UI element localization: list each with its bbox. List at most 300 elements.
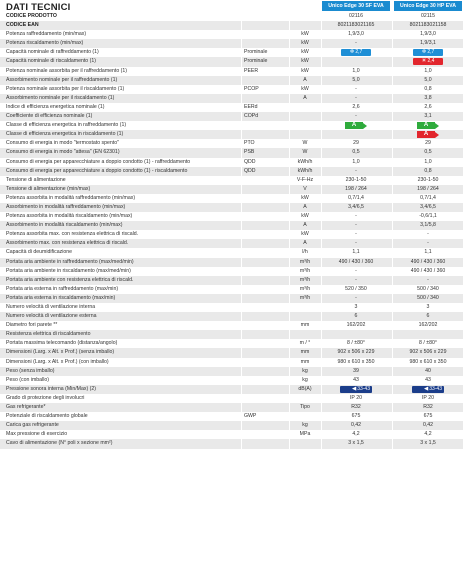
table-row bbox=[0, 358, 463, 367]
spec-symbol: EERd bbox=[244, 103, 258, 110]
chip-value: 33-43 bbox=[357, 385, 370, 392]
column-divider bbox=[289, 248, 290, 257]
spec-unit: V-F-Hz bbox=[296, 176, 314, 183]
spec-symbol bbox=[244, 312, 288, 321]
spec-unit: mm bbox=[300, 322, 310, 329]
value-model-2: 902 x 506 x 229 bbox=[409, 349, 447, 356]
value-model-2: 3,4/6,5 bbox=[420, 203, 436, 210]
column-divider bbox=[241, 294, 242, 303]
chip-value: 2,7 bbox=[427, 49, 435, 56]
value-model-1: 3 x 1,5 bbox=[348, 440, 364, 447]
value-model-2: 3 bbox=[426, 304, 430, 310]
spec-label: Potenza nominale assorbita per il riscaldamento (1) bbox=[6, 85, 125, 92]
spec-label: Gas refrigerante* bbox=[6, 404, 46, 411]
value-model-2: 29 bbox=[425, 140, 431, 147]
table-row bbox=[0, 94, 463, 103]
spec-unit: m³/h bbox=[299, 276, 311, 283]
value-model-2: 3,1/5,8 bbox=[420, 222, 436, 229]
table-row bbox=[0, 267, 463, 276]
energy-class-block bbox=[417, 131, 435, 138]
column-divider bbox=[392, 167, 393, 176]
column-divider bbox=[321, 158, 322, 167]
column-divider bbox=[392, 294, 393, 303]
sound-chip bbox=[340, 386, 372, 393]
spec-label: Numero velocità di ventilazione interna bbox=[6, 304, 96, 310]
table-row bbox=[0, 276, 463, 285]
value-model-2: 1,1 bbox=[424, 249, 432, 256]
table-row bbox=[0, 67, 463, 76]
column-divider bbox=[241, 85, 242, 94]
column-divider bbox=[289, 412, 290, 421]
spec-unit: A bbox=[303, 94, 307, 101]
value-model-1: - bbox=[355, 85, 357, 92]
column-divider bbox=[321, 394, 322, 403]
value-model-1: - bbox=[355, 40, 357, 47]
spec-label: Portata aria esterna in riscaldamento (max/min) bbox=[6, 294, 116, 301]
spec-unit bbox=[290, 112, 320, 121]
column-divider bbox=[321, 139, 322, 148]
spec-unit: A bbox=[303, 240, 307, 247]
column-divider bbox=[241, 121, 242, 130]
column-divider bbox=[392, 12, 393, 21]
spec-label: Consumo di energia per apparecchiature a doppio condotto (1) - riscaldamento bbox=[6, 167, 188, 174]
spec-label: Assorbimento nominale per il raffreddamento (1) bbox=[6, 76, 118, 83]
value-model-2 bbox=[394, 121, 462, 130]
spec-unit bbox=[290, 394, 320, 403]
value-model-2: 0,42 bbox=[422, 422, 434, 429]
spec-symbol bbox=[244, 430, 288, 439]
column-divider bbox=[392, 48, 393, 57]
column-divider bbox=[289, 176, 290, 185]
value-model-2: 3,1 bbox=[424, 113, 432, 120]
value-model-1: - bbox=[355, 276, 357, 283]
value-model-1: 0,7/1,4 bbox=[348, 194, 364, 201]
column-divider bbox=[321, 367, 322, 376]
spec-unit bbox=[290, 330, 320, 339]
value-model-1: 1,9/3,0 bbox=[348, 31, 364, 38]
column-divider bbox=[392, 385, 393, 394]
column-divider bbox=[321, 248, 322, 257]
value-model-1: 2,6 bbox=[352, 103, 360, 110]
spec-symbol bbox=[244, 348, 288, 357]
value-model-2: 4,2 bbox=[424, 431, 432, 438]
column-divider bbox=[392, 258, 393, 267]
table-row bbox=[0, 258, 463, 267]
column-divider bbox=[289, 294, 290, 303]
spec-symbol: GWP bbox=[244, 413, 257, 420]
column-divider bbox=[289, 203, 290, 212]
column-divider bbox=[392, 121, 393, 130]
model-header bbox=[320, 1, 462, 11]
spec-symbol bbox=[244, 39, 288, 48]
value-model-1: - bbox=[355, 240, 357, 247]
chip-value: 2,4 bbox=[427, 58, 435, 65]
column-divider bbox=[392, 139, 393, 148]
column-divider bbox=[289, 385, 290, 394]
value-model-2: 6 bbox=[426, 313, 430, 320]
column-divider bbox=[241, 212, 242, 221]
column-divider bbox=[289, 439, 290, 448]
value-model-2: 3,8 bbox=[424, 94, 432, 101]
column-divider bbox=[321, 194, 322, 203]
table-row bbox=[0, 212, 463, 221]
spec-unit: m³/h bbox=[299, 285, 311, 292]
chip-value: 33-43 bbox=[429, 385, 442, 392]
column-divider bbox=[241, 258, 242, 267]
column-divider bbox=[392, 230, 393, 239]
column-divider bbox=[392, 285, 393, 294]
column-divider bbox=[289, 112, 290, 121]
column-divider bbox=[392, 267, 393, 276]
spec-label: Potenza assorbita in modalità raffreddamento (min/max) bbox=[6, 194, 136, 201]
value-model-2: 1,9/3,0 bbox=[420, 31, 436, 38]
column-divider bbox=[289, 185, 290, 194]
value-model-1: - bbox=[355, 94, 357, 101]
column-divider bbox=[392, 358, 393, 367]
spec-symbol bbox=[244, 76, 288, 85]
column-divider bbox=[392, 403, 393, 412]
spec-label: Consumo di energia in modo "attesa" (EN 62301) bbox=[6, 149, 120, 156]
column-divider bbox=[321, 30, 322, 39]
value-model-2: 1,0 bbox=[424, 158, 432, 165]
value-model-2: R32 bbox=[423, 404, 433, 411]
spec-unit: m³/h bbox=[299, 267, 311, 274]
spec-label: Capacità di deumidificazione bbox=[6, 249, 73, 256]
column-divider bbox=[321, 376, 322, 385]
table-row bbox=[0, 303, 463, 312]
column-divider bbox=[321, 121, 322, 130]
column-divider bbox=[392, 239, 393, 248]
column-divider bbox=[289, 158, 290, 167]
spec-symbol bbox=[244, 421, 288, 430]
column-divider bbox=[289, 221, 290, 230]
column-divider bbox=[289, 276, 290, 285]
spec-symbol bbox=[244, 439, 288, 448]
value-model-1: 1,0 bbox=[352, 67, 360, 74]
energy-class-block bbox=[345, 122, 363, 129]
spec-label: Portata aria ambiente in raffreddamento (max/med/min) bbox=[6, 258, 134, 265]
spec-unit: m³/h bbox=[299, 258, 311, 265]
spec-unit: kW bbox=[301, 31, 309, 38]
table-row bbox=[0, 112, 463, 121]
column-divider bbox=[321, 103, 322, 112]
spec-symbol bbox=[244, 94, 288, 103]
table-row bbox=[0, 57, 463, 66]
value-model-1: 520 / 350 bbox=[345, 285, 367, 292]
snowflake-icon: ❄ bbox=[421, 49, 427, 56]
column-divider bbox=[321, 148, 322, 157]
spec-label: Resistenza elettrica di riscaldamento bbox=[6, 331, 91, 338]
column-divider bbox=[321, 412, 322, 421]
table-row bbox=[0, 230, 463, 239]
column-divider bbox=[241, 285, 242, 294]
column-divider bbox=[241, 267, 242, 276]
spec-label: Indice di efficienza energetica nominale (1) bbox=[6, 103, 105, 110]
table-row bbox=[0, 294, 463, 303]
spec-symbol bbox=[244, 330, 288, 339]
column-divider bbox=[392, 57, 393, 66]
energy-class-arrow bbox=[363, 123, 367, 129]
column-divider bbox=[241, 376, 242, 385]
column-divider bbox=[321, 348, 322, 357]
table-row bbox=[0, 39, 463, 48]
spec-label: Consumo di energia per apparecchiature a doppio condotto (1) - raffreddamento bbox=[6, 158, 191, 165]
spec-label: Classe di efficienza energetica in raffreddamento (1) bbox=[6, 122, 127, 129]
spec-unit: kW bbox=[301, 194, 309, 201]
column-divider bbox=[392, 439, 393, 448]
snowflake-icon: ❄ bbox=[349, 49, 355, 56]
spec-symbol bbox=[244, 403, 288, 412]
value-model-2: 490 / 430 / 360 bbox=[410, 258, 446, 265]
column-divider bbox=[321, 48, 322, 57]
spec-symbol bbox=[244, 276, 288, 285]
table-row bbox=[0, 248, 463, 257]
column-divider bbox=[241, 303, 242, 312]
spec-unit: kW bbox=[301, 231, 309, 238]
value-model-1: 1,1 bbox=[352, 249, 360, 256]
page-title: DATI TECNICI bbox=[6, 2, 71, 13]
column-divider bbox=[241, 167, 242, 176]
spec-label: Pressione sonora interna (Min/Max) (2) bbox=[6, 385, 96, 392]
value-model-1: 3,4/6,5 bbox=[348, 203, 364, 210]
column-divider bbox=[241, 230, 242, 239]
spec-label: Assorbimento nominale per il riscaldamento (1) bbox=[6, 94, 115, 101]
spec-unit: Tipo bbox=[300, 404, 310, 411]
cool-chip bbox=[413, 49, 443, 56]
value-model-2: 43 bbox=[425, 376, 431, 383]
column-divider bbox=[289, 303, 290, 312]
value-model-1 bbox=[322, 330, 390, 339]
spec-label: CODICE EAN bbox=[6, 22, 39, 29]
value-model-2: 1,9/3,1 bbox=[420, 40, 436, 47]
value-model-2: 02115 bbox=[420, 13, 436, 19]
column-divider bbox=[241, 185, 242, 194]
column-divider bbox=[241, 94, 242, 103]
column-divider bbox=[392, 176, 393, 185]
table-row bbox=[0, 321, 463, 330]
value-model-2: 162/202 bbox=[418, 322, 438, 329]
column-divider bbox=[241, 67, 242, 76]
column-divider bbox=[289, 130, 290, 139]
column-divider bbox=[289, 330, 290, 339]
value-model-1: 230-1-50 bbox=[345, 176, 367, 183]
value-model-1: - bbox=[355, 113, 357, 120]
column-divider bbox=[392, 67, 393, 76]
table-row bbox=[0, 330, 463, 339]
column-divider bbox=[289, 321, 290, 330]
spec-symbol: COPd bbox=[244, 113, 259, 120]
energy-class-letter: A bbox=[351, 122, 357, 129]
column-divider bbox=[241, 248, 242, 257]
table-row bbox=[0, 412, 463, 421]
spec-symbol bbox=[244, 239, 288, 248]
column-divider bbox=[241, 158, 242, 167]
spec-unit: kW bbox=[301, 213, 309, 220]
table-row bbox=[0, 312, 463, 321]
table-row bbox=[0, 148, 463, 157]
column-divider bbox=[289, 194, 290, 203]
column-divider bbox=[392, 185, 393, 194]
table-row bbox=[0, 139, 463, 148]
column-divider bbox=[241, 148, 242, 157]
column-divider bbox=[289, 339, 290, 348]
value-model-2: 500 / 340 bbox=[417, 285, 439, 292]
value-model-2: 1,0 bbox=[424, 67, 432, 74]
spec-unit: kW bbox=[301, 40, 309, 47]
table-row bbox=[0, 376, 463, 385]
value-model-1: - bbox=[355, 267, 357, 274]
table-row bbox=[0, 394, 463, 403]
column-divider bbox=[321, 258, 322, 267]
table-row bbox=[0, 385, 463, 394]
column-divider bbox=[392, 21, 393, 30]
spec-unit: mm bbox=[300, 349, 310, 356]
value-model-2: 3 x 1,5 bbox=[420, 440, 436, 447]
spec-label: Capacità nominale di raffreddamento (1) bbox=[6, 49, 99, 56]
spec-unit: W bbox=[302, 140, 308, 147]
value-model-2: 0,8 bbox=[424, 167, 432, 174]
heat-chip bbox=[413, 58, 443, 65]
spec-symbol bbox=[244, 130, 288, 139]
value-model-1: - bbox=[355, 222, 357, 229]
spec-label: Assorbimento in modalità raffreddamento (min/max) bbox=[6, 203, 126, 210]
column-divider bbox=[321, 85, 322, 94]
column-divider bbox=[289, 230, 290, 239]
spec-label: Consumo di energia in modo "termostato spento" bbox=[6, 140, 119, 147]
cool-chip bbox=[341, 49, 371, 56]
spec-unit: kg bbox=[302, 367, 308, 374]
column-divider bbox=[241, 367, 242, 376]
column-divider bbox=[289, 376, 290, 385]
spec-symbol bbox=[244, 285, 288, 294]
spec-label: Potenza assorbita in modalità riscaldamento (min/max) bbox=[6, 213, 133, 220]
table-row bbox=[0, 194, 463, 203]
column-divider bbox=[321, 39, 322, 48]
table-row bbox=[0, 30, 463, 39]
value-model-2: - bbox=[427, 240, 429, 247]
spec-label: Carica gas refrigerante bbox=[6, 422, 59, 429]
table-row bbox=[0, 167, 463, 176]
spec-unit: kg bbox=[302, 422, 308, 429]
column-divider bbox=[321, 130, 322, 139]
column-divider bbox=[321, 176, 322, 185]
column-divider bbox=[241, 48, 242, 57]
column-divider bbox=[321, 285, 322, 294]
column-divider bbox=[321, 203, 322, 212]
spec-label: Potenza raffreddamento (min/max) bbox=[6, 31, 87, 38]
column-divider bbox=[321, 339, 322, 348]
spec-symbol bbox=[244, 121, 288, 130]
value-model-2: - bbox=[427, 231, 429, 238]
table-row bbox=[0, 221, 463, 230]
column-divider bbox=[321, 212, 322, 221]
spec-symbol bbox=[244, 258, 288, 267]
column-divider bbox=[392, 276, 393, 285]
column-divider bbox=[321, 312, 322, 321]
spec-label: Max pressione di esercizio bbox=[6, 431, 68, 438]
spec-symbol: QDD bbox=[244, 167, 256, 174]
value-model-1 bbox=[322, 130, 390, 139]
column-divider bbox=[289, 394, 290, 403]
table-row bbox=[0, 339, 463, 348]
column-divider bbox=[241, 439, 242, 448]
column-divider bbox=[321, 321, 322, 330]
column-divider bbox=[289, 312, 290, 321]
value-model-1: 43 bbox=[353, 376, 359, 383]
table-row bbox=[0, 185, 463, 194]
column-divider bbox=[289, 421, 290, 430]
value-model-1: 198 / 264 bbox=[345, 185, 367, 192]
header-row bbox=[0, 12, 463, 21]
column-divider bbox=[241, 57, 242, 66]
value-model-1: 5,0 bbox=[352, 76, 360, 83]
column-divider bbox=[392, 94, 393, 103]
value-model-2: 980 x 610 x 350 bbox=[409, 358, 447, 365]
energy-class-label bbox=[417, 122, 439, 129]
value-model-1 bbox=[322, 57, 390, 66]
spec-symbol bbox=[244, 230, 288, 239]
table-row bbox=[0, 158, 463, 167]
value-model-2: 8021183021158 bbox=[409, 22, 447, 29]
spec-symbol bbox=[244, 185, 288, 194]
spec-symbol bbox=[244, 176, 288, 185]
spec-unit bbox=[290, 439, 320, 448]
column-divider bbox=[321, 167, 322, 176]
spec-symbol: PSB bbox=[244, 149, 255, 156]
spec-label: Capacità nominale di riscaldamento (1) bbox=[6, 58, 96, 65]
spec-unit bbox=[290, 130, 320, 139]
spec-unit: A bbox=[303, 222, 307, 229]
value-model-2: 675 bbox=[423, 413, 433, 420]
column-divider bbox=[392, 367, 393, 376]
value-model-1: 1,0 bbox=[352, 158, 360, 165]
column-divider bbox=[321, 239, 322, 248]
column-divider bbox=[321, 421, 322, 430]
value-model-1: 39 bbox=[353, 367, 359, 374]
value-model-2: - bbox=[427, 276, 429, 283]
column-divider bbox=[392, 348, 393, 357]
table-row bbox=[0, 430, 463, 439]
column-divider bbox=[392, 76, 393, 85]
table-row bbox=[0, 85, 463, 94]
spec-label: Dimensioni (Larg. x Alt. x Prof.) (con imballo) bbox=[6, 358, 109, 365]
table-row bbox=[0, 421, 463, 430]
column-divider bbox=[289, 67, 290, 76]
spec-label: Potenza riscaldamento (min/max) bbox=[6, 40, 84, 47]
header-row bbox=[0, 21, 463, 30]
spec-label: Coefficiente di efficienza nominale (1) bbox=[6, 113, 93, 120]
spec-symbol bbox=[244, 267, 288, 276]
value-model-1 bbox=[322, 48, 390, 57]
spec-label: Diametro fori parete ** bbox=[6, 322, 58, 329]
spec-label: Peso (senza imballo) bbox=[6, 367, 55, 374]
spec-symbol bbox=[244, 30, 288, 39]
column-divider bbox=[321, 330, 322, 339]
spec-symbol bbox=[244, 385, 288, 394]
model-header-2: Unico Edge 30 HP EVA bbox=[394, 1, 462, 11]
spec-unit bbox=[290, 21, 320, 30]
column-divider bbox=[241, 194, 242, 203]
column-divider bbox=[241, 430, 242, 439]
value-model-2: 5,0 bbox=[424, 76, 432, 83]
spec-label: Portata aria ambiente in riscaldamento (max/med/min) bbox=[6, 267, 131, 274]
spec-symbol bbox=[244, 248, 288, 257]
column-divider bbox=[392, 312, 393, 321]
column-divider bbox=[321, 94, 322, 103]
column-divider bbox=[392, 203, 393, 212]
column-divider bbox=[289, 358, 290, 367]
value-model-1: 0,5 bbox=[352, 149, 360, 156]
